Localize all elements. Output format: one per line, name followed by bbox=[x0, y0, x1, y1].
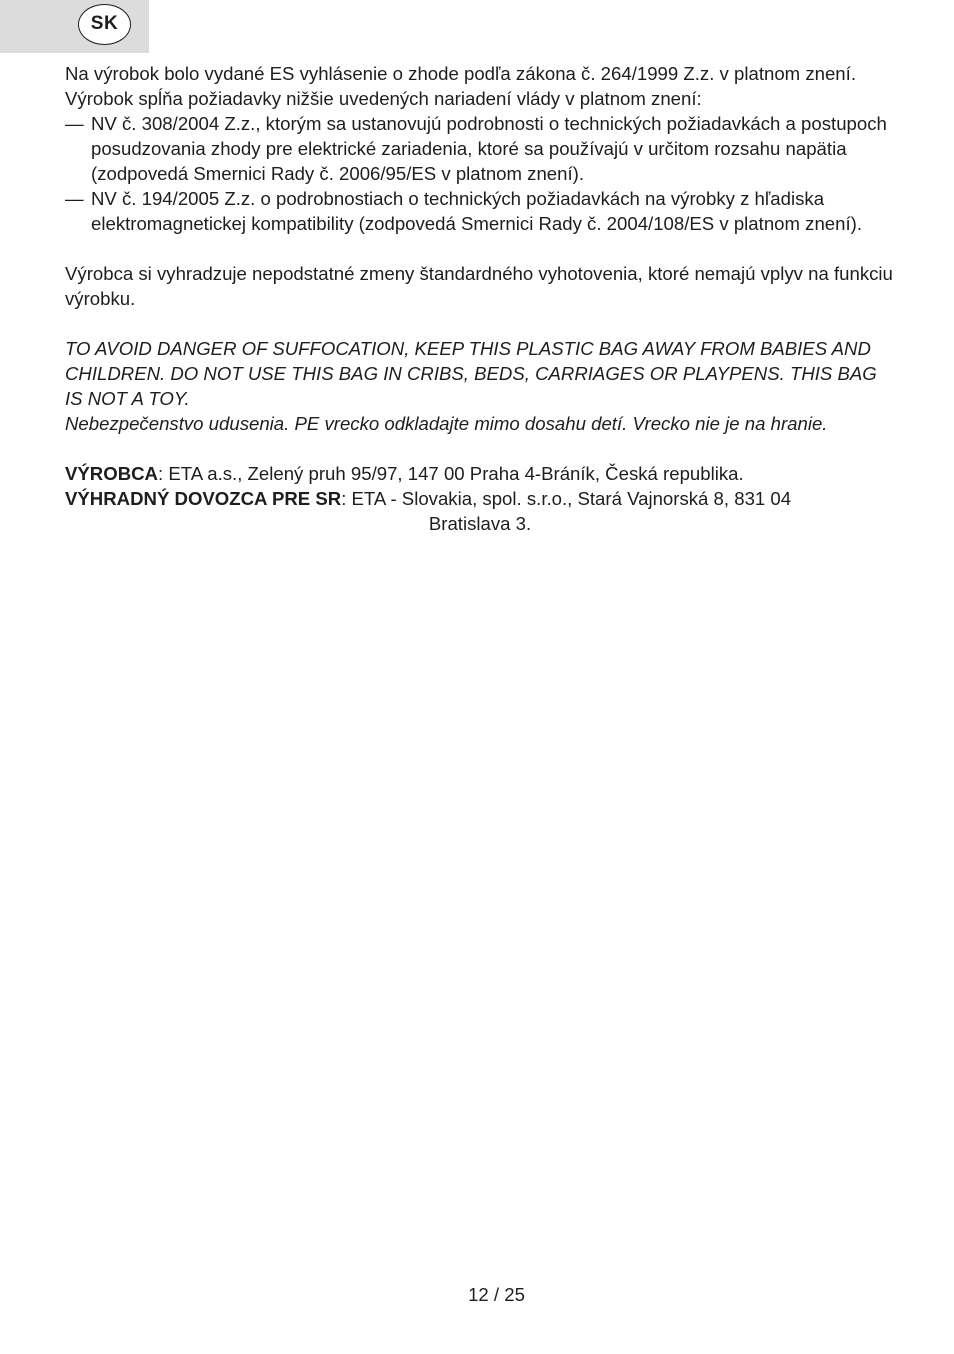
importer-line bbox=[65, 486, 895, 511]
manufacturer-label: VÝROBCA bbox=[65, 463, 158, 484]
regulation-text: NV č. 194/2005 Z.z. o podrobnostiach o technických požiadavkách na výrobky z hľadiska elektromagnetickej kompatibility (zodpovedá Smernici Rady č. 2004/108/ES v platnom znení). bbox=[91, 188, 862, 234]
page-number: 12 / 25 bbox=[468, 1284, 525, 1305]
spacer bbox=[65, 311, 895, 336]
regulation-text: NV č. 308/2004 Z.z., ktorým sa ustanovujú podrobnosti o technických požiadavkách a postupoch posudzovania zhody pre elektrické zariadenia, ktoré sa používajú v určitom rozsahu napätia (zodpovedá Smernici Rady č. 2006/95/ES v platnom znení). bbox=[91, 113, 887, 184]
manufacturer-address: : ETA a.s., Zelený pruh 95/97, 147 00 Praha 4-Bráník, Česká republika. bbox=[157, 463, 744, 484]
importer-city: Bratislava 3. bbox=[428, 513, 532, 534]
dash-bullet: — bbox=[65, 113, 84, 134]
changes-notice: Výrobca si vyhradzuje nepodstatné zmeny štandardného vyhotovenia, ktoré nemajú vplyv na funkciu výrobku. bbox=[65, 263, 893, 309]
document-body bbox=[65, 61, 895, 536]
dash-bullet: — bbox=[65, 188, 84, 209]
spacer bbox=[65, 236, 895, 261]
suffocation-warning-slovak: Nebezpečenstvo udusenia. PE vrecko odkladajte mimo dosahu detí. Vrecko nie je na hranie. bbox=[65, 413, 828, 434]
declaration-intro: Na výrobok bolo vydané ES vyhlásenie o zhode podľa zákona č. 264/1999 Z.z. v platnom znení. Výrobok spĺňa požiadavky nižšie uvedených nariadení vlády v platnom znení: bbox=[65, 63, 856, 109]
regulation-item bbox=[65, 186, 895, 236]
language-tab bbox=[0, 0, 149, 53]
manufacturer-line bbox=[65, 461, 895, 486]
regulation-item bbox=[65, 111, 895, 186]
language-badge: SK bbox=[78, 4, 131, 45]
spacer bbox=[65, 436, 895, 461]
importer-address: : ETA - Slovakia, spol. s.r.o., Stará Vajnorská 8, 831 04 bbox=[341, 488, 792, 509]
importer-label: VÝHRADNÝ DOVOZCA PRE SR bbox=[65, 488, 342, 509]
suffocation-warning-english: TO AVOID DANGER OF SUFFOCATION, KEEP THIS PLASTIC BAG AWAY FROM BABIES AND CHILDREN. DO NOT USE THIS BAG IN CRIBS, BEDS, CARRIAGES OR PLAYPENS. THIS BAG IS NOT A TOY. bbox=[65, 338, 877, 409]
